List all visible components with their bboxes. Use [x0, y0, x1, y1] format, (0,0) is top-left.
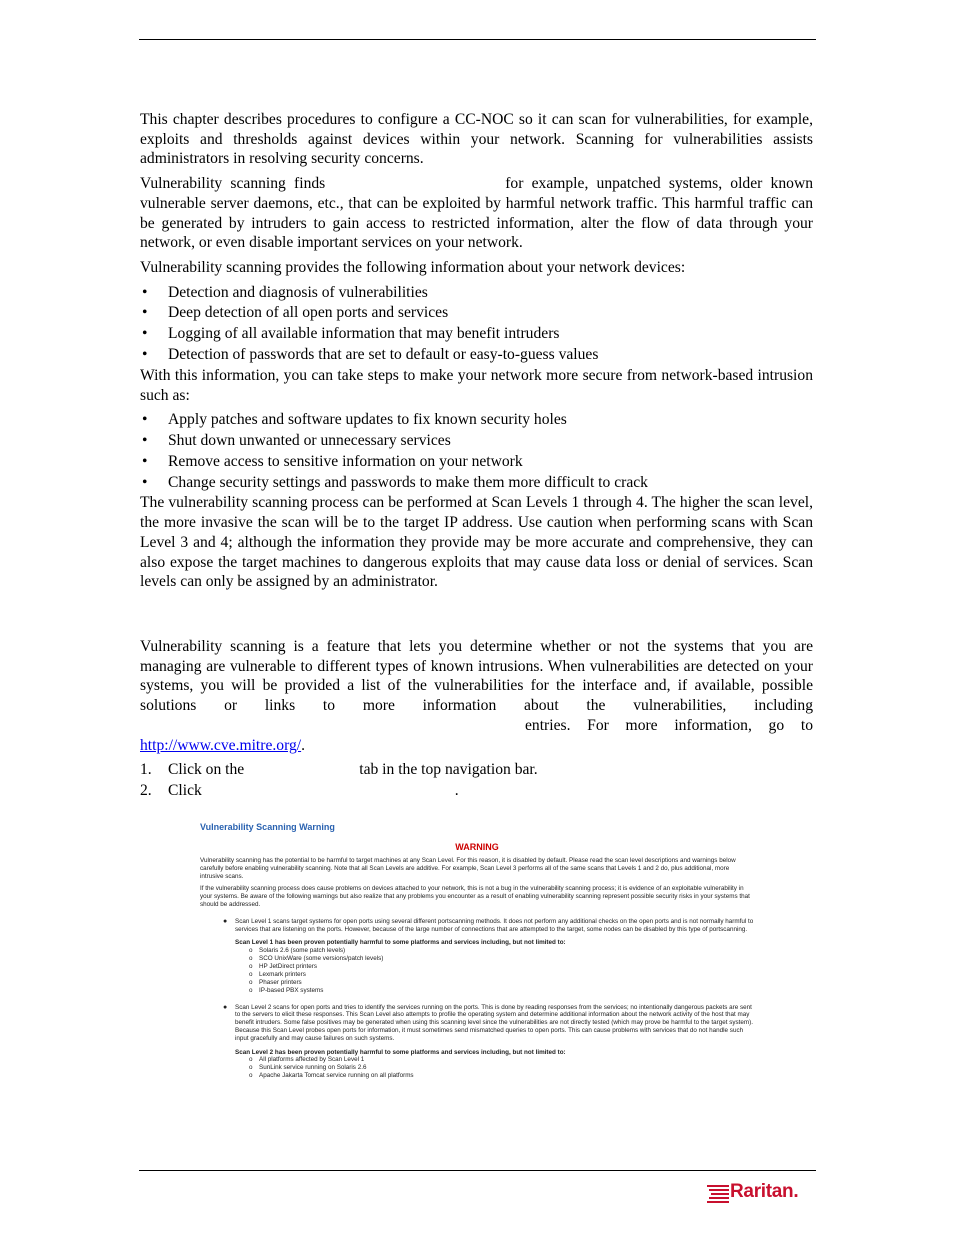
warning-paragraph-1: Vulnerability scanning has the potential to be harmful to target machines at any Scan Level. For this reason, it is disabled by default. Please read the scan level descriptions and warnings below carefully before enabling vulnerability scanning. Note that all Scan Levels are additive. For example, Scan Level 3 performs all of the same scans that Levels 1 and 2 do, plus additional, more intrusive scans.	[200, 857, 736, 880]
intro-paragraph-5: The vulnerability scanning process can be performed at Scan Levels 1 through 4. The higher the scan level, the more invasive the scan will be to the target IP address. Use caution when performing scans with Scan Level 3 and 4; although the information they provide may be more accurate and comprehensive, they can also expose the target machines to dangerous exploits that may cause data loss or denial of services. Scan levels can only be assigned by an administrator.	[140, 494, 813, 591]
intro-paragraph-2-rest: for example, unpatched systems, older known vulnerable server daemons, etc., that can be exploited by harmful network traffic. This harmful traffic can be generated by intruders to gain access to restricted information, alter the flow of data through your network, or even disable important services on your network.	[140, 175, 813, 252]
list-item: o SCO UnixWare (some versions/patch levels)	[249, 955, 384, 963]
raritan-logo-icon	[707, 1183, 729, 1203]
list-item: • Detection of passwords that are set to default or easy-to-guess values	[142, 346, 599, 364]
list-item: • Remove access to sensitive information on your network	[142, 452, 523, 470]
action-list	[140, 410, 813, 493]
footer-rule	[139, 1170, 816, 1171]
step-2: 2. Click .	[140, 782, 459, 800]
warning-paragraph-2: If the vulnerability scanning process does cause problems on devices attached to your network, this is not a bug in the vulnerability scanning process; it is evidence of an exploitable vulnerability in your systems. Be aware of the following warnings but also realize that any problems you encounter as a result of enabling vulnerability scanning represent possible security risks in your systems that should be addressed.	[200, 885, 750, 908]
main-text	[140, 110, 813, 592]
intro-paragraph-2-start: Vulnerability scanning finds	[140, 175, 326, 193]
section-2-text	[140, 637, 813, 802]
list-item: o Phaser printers	[249, 978, 302, 986]
intro-paragraph-1: This chapter describes procedures to configure a CC-NOC so it can scan for vulnerabilities, for example, exploits and thresholds against devices within your network. Scanning for vulnerabilities assists administrators in resolving security concerns.	[140, 111, 813, 168]
warning-heading: WARNING	[455, 842, 499, 852]
scan-level-1-item: ● Scan Level 1 scans target systems for open ports using several different portscanning methods. It does not perform any additional checks on the open ports and is not normally harmful to services that are listening on the ports. However, because of the large number of connections that are attempted to the target, some nodes can be disabled by this type of portscanning.	[223, 917, 754, 933]
section-2-paragraph: Vulnerability scanning is a feature that lets you determine whether or not the systems that you are managing are vulnerable to different types of known intrusions. When vulnerabilities are detected on your systems, you will be provided a list of the vulnerabilities for the interface and, if available, possible solutions or links to more information about the vulnerabilities, includingentries. For more information, go to http://www.cve.mitre.org/.	[140, 638, 813, 754]
list-item: o SunLink service running on Solaris 2.6	[249, 1064, 367, 1072]
intro-paragraph-4: With this information, you can take steps to make your network more secure from network-based intrusion such as:	[140, 366, 813, 404]
scan-level-2-item: ● Scan Level 2 scans for open ports and tries to identify the services running on the ports. This is done by reading responses from the services; no intentionally dangerous packets are sent to the servers to elicit these responses. This Scan Level also attempts to profile the operating system and determine additional information about the network activity of the host that may benefit intruders. Some false positives may be generated when using this scanning level since the vulnerabilities are not directly tested (which may prove be harmful to the target system). Because this Scan Level probes open ports for information, it must sometimes send mismatched queries to open ports. This can cause problems with services that do not handle such input gracefully and may cause failures on such systems.	[223, 1003, 754, 1042]
list-item: • Apply patches and software updates to fix known security holes	[142, 411, 567, 429]
list-item: • Deep detection of all open ports and services	[142, 304, 449, 322]
list-item: • Shut down unwanted or unnecessary services	[142, 432, 451, 450]
list-item: o HP JetDirect printers	[249, 962, 317, 970]
cve-link[interactable]: http://www.cve.mitre.org/	[140, 736, 302, 754]
header-rule	[139, 39, 816, 40]
list-item: o Apache Jakarta Tomcat service running on all platforms	[249, 1072, 414, 1080]
list-item: o All platforms affected by Scan Level 1	[249, 1056, 365, 1064]
step-1: 1. Click on the tab in the top navigation bar.	[140, 761, 538, 779]
raritan-logo	[707, 1180, 813, 1206]
screenshot-title: Vulnerability Scanning Warning	[200, 822, 335, 832]
intro-paragraph-2	[140, 174, 813, 253]
list-item: • Change security settings and passwords to make them more difficult to crack	[142, 473, 648, 491]
benefit-list	[140, 283, 813, 366]
list-item: o Lexmark printers	[249, 970, 306, 978]
list-item: o IP-based PBX systems	[249, 986, 324, 994]
vulnerability-warning-screenshot	[196, 816, 758, 1118]
list-item: • Detection and diagnosis of vulnerabilities	[142, 283, 428, 301]
scan-level-2-heading: Scan Level 2 has been proven potentially harmful to some platforms and services including, but not limited to:	[235, 1048, 566, 1056]
scan-level-1-heading: Scan Level 1 has been proven potentially harmful to some platforms and services including, but not limited to:	[235, 939, 566, 947]
list-item: o Solaris 2.6 (some patch levels)	[249, 947, 346, 955]
raritan-logo-text: Raritan.	[730, 1181, 799, 1202]
list-item: • Logging of all available information that may benefit intruders	[142, 325, 560, 343]
intro-paragraph-3: Vulnerability scanning provides the following information about your network devices:	[140, 258, 686, 276]
